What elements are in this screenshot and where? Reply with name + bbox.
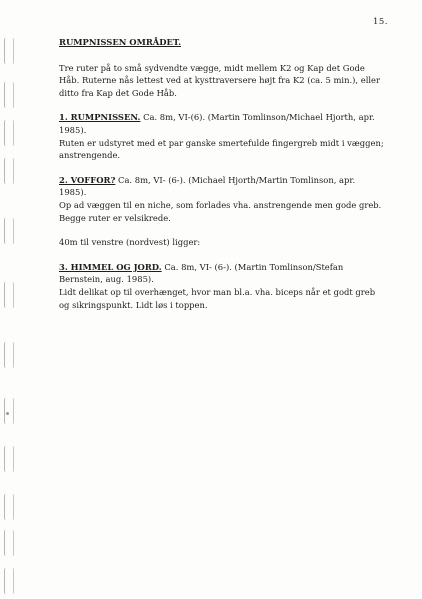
route-header xyxy=(59,111,384,136)
route-header xyxy=(59,174,384,199)
intro-paragraph: Tre ruter på to små sydvendte vægge, midt mellem K2 og Kap det Gode Håb. Ruterne nås lettest ved at kysttraversere højt fra K2 (ca. 5 min.), eller ditto fra Kap det Gode Håb. xyxy=(59,62,381,98)
binder-hole xyxy=(4,568,14,594)
binder-hole xyxy=(4,494,14,520)
binder-hole xyxy=(4,282,14,308)
page-number: 15. xyxy=(372,17,388,27)
route-safety-note: Begge ruter er velsikrede. xyxy=(59,212,171,223)
binder-hole xyxy=(4,398,14,424)
route-header xyxy=(59,261,384,286)
route-name: 2. VOFFOR? xyxy=(59,174,116,185)
route-entry xyxy=(59,174,384,224)
document-content xyxy=(59,36,384,323)
route-description: Lidt delikat op til overhænget, hvor man bl.a. vha. biceps når et godt greb og sikringspunkt. Lidt løs i toppen. xyxy=(59,286,376,310)
route-name: 1. RUMPNISSEN. xyxy=(59,112,141,123)
route-entry xyxy=(59,261,384,311)
binder-hole xyxy=(4,158,14,184)
route-description: Ruten er udstyret med et par ganske smertefulde fingergreb midt i væggen; anstrengende. xyxy=(59,137,384,161)
section-title: RUMPNISSEN OMRÅDET. xyxy=(59,37,182,47)
route-description: Op ad væggen til en niche, som forlades vha. anstrengende men gode greb. xyxy=(59,199,382,210)
binder-hole xyxy=(4,342,14,368)
binder-hole xyxy=(4,446,14,472)
scan-mark xyxy=(6,412,9,415)
route-entry xyxy=(59,111,384,161)
binder-hole xyxy=(4,218,14,244)
route-name: 3. HIMMEL OG JORD. xyxy=(59,261,162,272)
binder-hole xyxy=(4,82,14,108)
route-info: Ca. 8m, VI- (6-). (Martin Tomlinson/Stefan Bernstein, aug. 1985). xyxy=(59,261,344,285)
binder-hole xyxy=(4,120,14,146)
location-note: 40m til venstre (nordvest) ligger: xyxy=(59,237,201,248)
binder-hole xyxy=(4,38,14,64)
route-info: Ca. 8m, VI- (6-). (Michael Hjorth/Martin Tomlinson, apr. 1985). xyxy=(59,174,356,198)
route-info: Ca. 8m, VI-(6). (Martin Tomlinson/Michael Hjorth, apr. 1985). xyxy=(59,112,375,135)
binder-hole xyxy=(4,530,14,556)
binder-holes xyxy=(4,0,16,599)
